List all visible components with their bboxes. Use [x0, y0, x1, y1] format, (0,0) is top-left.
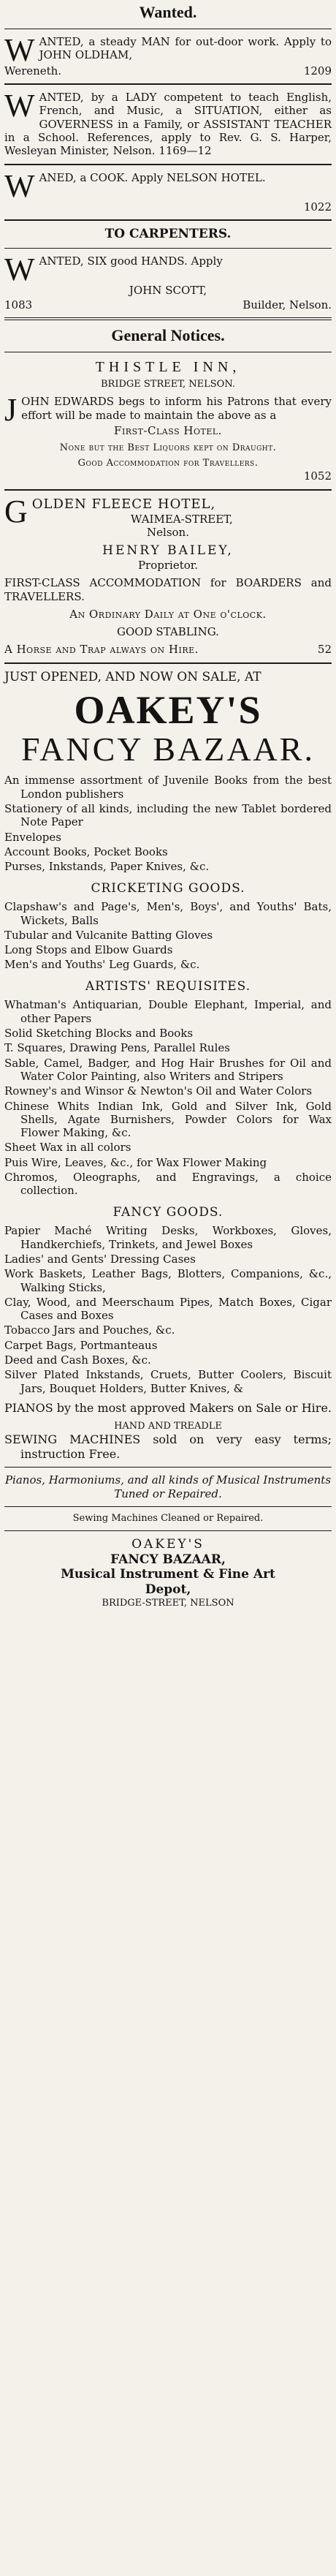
list-item: Chinese Whits Indian Ink, Gold and Silver Ink, Gold Shells, Agate Burnishers, Powder Colors for Wax Flower Making, &c.: [4, 1099, 332, 1140]
divider: [4, 662, 332, 664]
ad-body: ANTED, SIX good HANDS. Apply: [39, 254, 223, 268]
list-item: Clapshaw's and Page's, Men's, Boys', and Youths' Bats, Wickets, Balls: [4, 900, 332, 927]
list-item: Papier Maché Writing Desks, Workboxes, Gloves, Handkerchiefs, Trinkets, and Jewel Boxes: [4, 1224, 332, 1251]
bazaar-name: OAKEY'S: [74, 688, 262, 733]
carpenter-name: JOHN SCOTT,: [129, 283, 207, 297]
ad-governess: [4, 88, 332, 158]
divider: [4, 1530, 332, 1531]
thistle-inn-notice: [4, 392, 332, 483]
divider: [4, 248, 332, 249]
list-item: Tubular and Vulcanite Batting Gloves: [4, 928, 213, 942]
treadle-label: HAND AND TREADLE: [114, 1421, 222, 1432]
list-item: Solid Sketching Blocks and Books: [4, 1027, 194, 1040]
fleece-name: OLDEN FLEECE HOTEL,: [31, 496, 216, 512]
carpenters-title: TO CARPENTERS.: [104, 226, 232, 241]
list-item: Sheet Wax in all colors: [4, 1141, 131, 1155]
list-item: Envelopes: [4, 830, 61, 844]
list-item: Puis Wire, Leaves, &c., for Wax Flower Making: [4, 1155, 267, 1169]
fleece-ordinary: An Ordinary Daily at One o'clock.: [69, 607, 267, 621]
divider: [4, 489, 332, 491]
fleece-town: Nelson.: [147, 525, 189, 539]
fancy-goods-heading: FANCY GOODS.: [112, 1204, 224, 1220]
list-item: Rowney's and Winsor & Newton's Oil and Water Colors: [4, 1084, 313, 1098]
fleece-hire: A Horse and Trap always on Hire.: [4, 643, 199, 657]
list-item: Chromos, Oleographs, and Engravings, a choice collection.: [4, 1171, 332, 1198]
cleaned-notice: Sewing Machines Cleaned or Repaired.: [72, 1512, 264, 1524]
ad-ref: 52: [317, 643, 332, 657]
list-item: Men's and Youths' Leg Guards, &c.: [4, 958, 200, 972]
fleece-stabling: GOOD STABLING.: [117, 625, 219, 639]
dropcap: W: [4, 88, 35, 124]
list-item: Account Books, Pocket Books: [4, 845, 168, 858]
intro-list: [4, 774, 332, 873]
divider: [4, 83, 332, 85]
divider: [4, 1506, 332, 1507]
ad-ref: 1022: [303, 200, 332, 214]
ad-ref: 1169—12: [159, 144, 212, 158]
dropcap: W: [4, 167, 35, 204]
footer-line4: BRIDGE-STREET, NELSON: [102, 1597, 234, 1609]
carpenter-role: Builder, Nelson.: [243, 298, 332, 311]
bazaar-opened: JUST OPENED, AND NOW ON SALE, AT: [4, 669, 261, 684]
footer-line3: Depot,: [145, 1582, 191, 1597]
notices-header: General Notices.: [111, 326, 225, 345]
fleece-title: Proprietor.: [137, 558, 199, 572]
ad-body: OHN EDWARDS begs to inform his Patrons that every effort will be made to maintain the above as a: [21, 395, 332, 422]
ad-outdoor-man: [4, 31, 332, 78]
artists-list: [4, 998, 332, 1197]
thistle-inn-name: THISTLE INN,: [95, 359, 241, 376]
sewing-notice: SEWING MACHINES sold on very easy terms; instruction Free.: [4, 1432, 332, 1461]
footer-line2: Musical Instrument & Fine Art: [61, 1567, 275, 1582]
thistle-inn-address: BRIDGE STREET, NELSON.: [100, 379, 235, 390]
thistle-accommodation: Good Accommodation for Travellers.: [77, 458, 259, 469]
dropcap: J: [4, 392, 18, 428]
pianos-notice: PIANOS by the most approved Makers on Sale or Hire.: [4, 1400, 332, 1415]
divider: [4, 317, 332, 320]
dropcap: W: [4, 31, 35, 68]
ad-carpenters: [4, 251, 332, 312]
list-item: Sable, Camel, Badger, and Hog Hair Brushes for Oil and Water Color Painting, also Writers and Stripers: [4, 1056, 332, 1083]
fleece-street: WAIMEA-STREET,: [131, 512, 233, 526]
cricket-list: [4, 900, 332, 971]
footer-line1: FANCY BAZAAR,: [110, 1552, 226, 1567]
golden-fleece-notice: [4, 493, 332, 657]
divider: [4, 219, 332, 221]
artists-heading: ARTISTS' REQUISITES.: [85, 978, 251, 994]
ad-ref: 1052: [303, 469, 332, 483]
wanted-header: Wanted.: [139, 3, 197, 21]
list-item: Carpet Bags, Portmanteaus: [4, 1338, 158, 1352]
list-item: Work Baskets, Leather Bags, Blotters, Companions, &c., Walking Sticks,: [4, 1267, 332, 1294]
dropcap: G: [4, 493, 28, 529]
ad-ref: 1083: [4, 298, 33, 311]
list-item: Tobacco Jars and Pouches, &c.: [4, 1323, 175, 1337]
list-item: Stationery of all kinds, including the new Tablet bordered Note Paper: [4, 802, 332, 829]
dropcap: W: [4, 251, 35, 287]
fleece-accommodation: FIRST-CLASS ACCOMMODATION for BOARDERS and TRAVELLERS.: [4, 576, 332, 603]
ad-cook: [4, 167, 332, 214]
ad-body: ANTED, a steady MAN for out-door work. Apply to JOHN OLDHAM,: [39, 34, 332, 62]
newspaper-column: [4, 3, 332, 2570]
fleece-owner: HENRY BAILEY,: [102, 543, 234, 559]
ad-ref: 1209: [303, 64, 332, 78]
list-item: Silver Plated Inkstands, Cruets, Butter Coolers, Biscuit Jars, Bouquet Holders, Butter Knives, &: [4, 1368, 332, 1395]
divider: [4, 164, 332, 165]
list-item: Clay, Wood, and Meerschaum Pipes, Match Boxes, Cigar Cases and Boxes: [4, 1295, 332, 1323]
divider: [4, 1467, 332, 1468]
thistle-liquors: None but the Best Liquors kept on Draught.: [59, 442, 277, 453]
tuned-notice: Pianos, Harmoniums, and all kinds of Musical Instruments Tuned or Repaired.: [4, 1473, 332, 1500]
bazaar-subtitle: FANCY BAZAAR.: [21, 730, 315, 768]
list-item: An immense assortment of Juvenile Books from the best London publishers: [4, 774, 332, 801]
list-item: Long Stops and Elbow Guards: [4, 943, 173, 957]
ad-place: Wereneth.: [4, 64, 62, 78]
thistle-hotel: First-Class Hotel.: [114, 424, 222, 438]
ad-body: ANTED, by a LADY competent to teach English, French, and Music, a SITUATION, either as GOVERNESS in a Family, or ASSISTANT TEACHER in a School. References, apply to Rev. G. S. Harper, Wesleyan Minister, Nelson.: [4, 91, 332, 158]
list-item: Whatman's Antiquarian, Double Elephant, Imperial, and other Papers: [4, 998, 332, 1025]
list-item: Deed and Cash Boxes, &c.: [4, 1353, 151, 1367]
list-item: Purses, Inkstands, Paper Knives, &c.: [4, 860, 210, 874]
fancy-goods-list: [4, 1224, 332, 1395]
list-item: T. Squares, Drawing Pens, Parallel Rules: [4, 1041, 230, 1055]
footer-name: OAKEY'S: [131, 1536, 205, 1552]
cricket-heading: CRICKETING GOODS.: [91, 880, 245, 896]
list-item: Ladies' and Gents' Dressing Cases: [4, 1252, 196, 1266]
ad-body: ANED, a COOK. Apply NELSON HOTEL.: [39, 170, 266, 184]
